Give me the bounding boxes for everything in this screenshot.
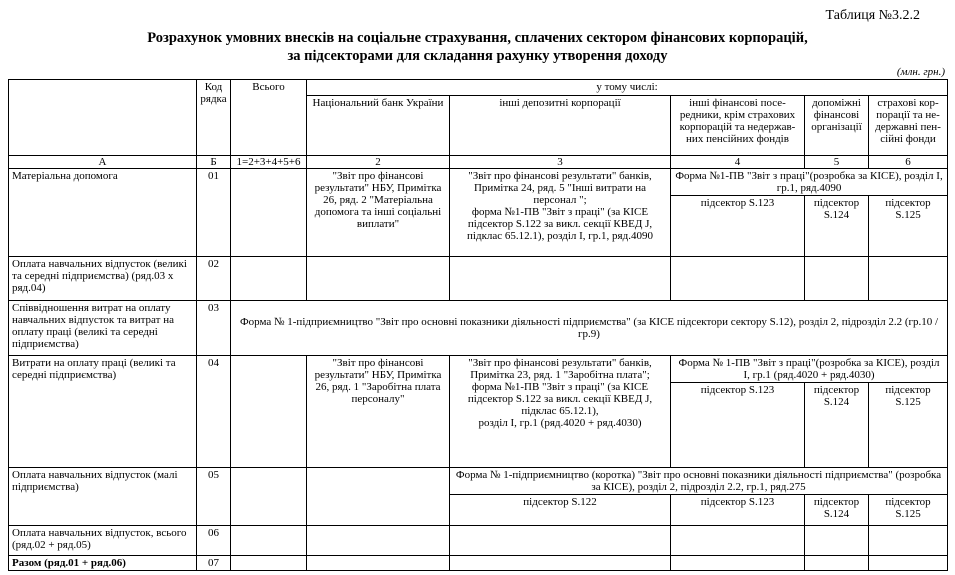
row04-col2: "Звіт про фінансові результати" НБУ, Примітка 26, ряд. 1 "Заробітна плата персоналу" bbox=[307, 356, 450, 468]
empty-cell bbox=[869, 556, 948, 571]
row-code: 04 bbox=[197, 356, 231, 468]
table-row-05 bbox=[9, 468, 948, 495]
header-col5: допоміжні фінансові організації bbox=[805, 96, 869, 156]
row01-form-456: Форма №1-ПВ "Звіт з праці"(розробка за КІСЕ), розділ І, гр.1, ряд.4090 bbox=[671, 169, 948, 196]
calculation-table bbox=[8, 79, 948, 571]
row-label: Витрати на оплату праці (великі та середні підприємства) bbox=[9, 356, 197, 468]
empty-cell bbox=[805, 257, 869, 301]
row05-s124: підсектор S.124 bbox=[805, 495, 869, 526]
empty-cell bbox=[671, 556, 805, 571]
empty-cell bbox=[450, 257, 671, 301]
row04-col3: "Звіт про фінансові результати" банків, Примітка 23, ряд. 1 "Заробітна плата"; форма №1-ПВ "Звіт з праці" (за КІСЕ підсектор S.122 за викл. секції КВЕД J, підклас 65.12.1), розділ І, гр.1 (ряд.4020 + ряд.4030) bbox=[450, 356, 671, 468]
row05-s122: підсектор S.122 bbox=[450, 495, 671, 526]
num-cell: 5 bbox=[805, 156, 869, 169]
row-label: Оплата навчальних відпусток, всього (ряд.02 + ряд.05) bbox=[9, 526, 197, 556]
row-label: Матеріальна допомога bbox=[9, 169, 197, 257]
row04-s124: підсектор S.124 bbox=[805, 383, 869, 468]
empty-cell bbox=[231, 526, 307, 556]
num-cell: 1=2+3+4+5+6 bbox=[231, 156, 307, 169]
row05-s123: підсектор S.123 bbox=[671, 495, 805, 526]
empty-cell bbox=[307, 556, 450, 571]
empty-cell bbox=[450, 556, 671, 571]
title-line-1: Розрахунок умовних внесків на соціальне страхування, сплачених сектором фінансових корпорацій, bbox=[147, 30, 808, 46]
numbering-row bbox=[9, 156, 948, 169]
row04-s123: підсектор S.123 bbox=[671, 383, 805, 468]
num-cell: Б bbox=[197, 156, 231, 169]
header-col4: інші фінансові посе-редники, крім страхових корпорацій та недержав-них пенсійних фондів bbox=[671, 96, 805, 156]
header-including: у тому числі: bbox=[307, 80, 948, 96]
header-code: Код рядка bbox=[197, 80, 231, 156]
row01-s125: підсектор S.125 bbox=[869, 196, 948, 257]
empty-cell bbox=[805, 526, 869, 556]
table-row-02 bbox=[9, 257, 948, 301]
table-row-04 bbox=[9, 356, 948, 383]
empty-cell bbox=[805, 556, 869, 571]
row-label: Оплата навчальних відпусток (малі підприємства) bbox=[9, 468, 197, 526]
table-row-07 bbox=[9, 556, 948, 571]
num-cell: 3 bbox=[450, 156, 671, 169]
row-code: 03 bbox=[197, 301, 231, 356]
header-row-top bbox=[9, 80, 948, 96]
row-code: 05 bbox=[197, 468, 231, 526]
header-col2: Національний банк України bbox=[307, 96, 450, 156]
row01-col3: "Звіт про фінансові результати" банків, Примітка 24, ряд. 5 "Інші витрати на персонал "; форма №1-ПВ "Звіт з праці" (за КІСЕ підсектор S.122 за викл. секції КВЕД J, підклас 65.12.1), розділ І, гр.1, ряд.4090 bbox=[450, 169, 671, 257]
row-code: 07 bbox=[197, 556, 231, 571]
row-code: 01 bbox=[197, 169, 231, 257]
row01-s123: підсектор S.123 bbox=[671, 196, 805, 257]
row-total-cell bbox=[231, 468, 307, 526]
row-total-cell bbox=[231, 356, 307, 468]
row04-form-456: Форма № 1-ПВ "Звіт з праці"(розробка за КІСЕ), розділ І, гр.1 (ряд.4020 + ряд.4030) bbox=[671, 356, 948, 383]
title-line-2: за підсекторами для складання рахунку утворення доходу bbox=[287, 48, 668, 64]
empty-cell bbox=[231, 257, 307, 301]
row-label: Оплата навчальних відпусток (великі та середні підприємства) (ряд.03 х ряд.04) bbox=[9, 257, 197, 301]
empty-cell bbox=[307, 526, 450, 556]
empty-cell bbox=[450, 526, 671, 556]
units-label: (млн. грн.) bbox=[896, 66, 945, 78]
row01-col2: "Звіт про фінансові результати" НБУ, Примітка 26, ряд. 2 "Матеріальна допомога та інші соціальні виплати" bbox=[307, 169, 450, 257]
empty-cell bbox=[671, 257, 805, 301]
empty-cell bbox=[671, 526, 805, 556]
empty-cell bbox=[307, 468, 450, 526]
num-cell: 2 bbox=[307, 156, 450, 169]
row-code: 02 bbox=[197, 257, 231, 301]
empty-cell bbox=[307, 257, 450, 301]
num-cell: 4 bbox=[671, 156, 805, 169]
empty-cell bbox=[231, 556, 307, 571]
header-total: Всього bbox=[231, 80, 307, 156]
row-label: Співвідношення витрат на оплату навчальних відпусток та витрат на оплату праці (великі та середні підприємства) bbox=[9, 301, 197, 356]
row05-form: Форма № 1-підприємництво (коротка) "Звіт про основні показники діяльності підприємства" (розробка за КІСЕ), розділ 2, підрозділ 2.2, гр.1, ряд.275 bbox=[450, 468, 948, 495]
header-col3: інші депозитні корпорації bbox=[450, 96, 671, 156]
table-number: Таблиця №3.2.2 bbox=[825, 8, 920, 23]
table-row-01 bbox=[9, 169, 948, 196]
header-blank bbox=[9, 80, 197, 156]
document-title bbox=[0, 29, 955, 65]
row-code: 06 bbox=[197, 526, 231, 556]
row05-s125: підсектор S.125 bbox=[869, 495, 948, 526]
empty-cell bbox=[869, 257, 948, 301]
row03-form: Форма № 1-підприємництво "Звіт про основні показники діяльності підприємства" (за КІСЕ підсектори сектору S.12), розділ 2, підрозділ 2.2 (гр.10 / гр.9) bbox=[231, 301, 948, 356]
table-row-06 bbox=[9, 526, 948, 556]
row-total-cell bbox=[231, 169, 307, 257]
empty-cell bbox=[869, 526, 948, 556]
row01-s124: підсектор S.124 bbox=[805, 196, 869, 257]
num-cell: 6 bbox=[869, 156, 948, 169]
header-col6: страхові кор-порації та не-державні пен-сійні фонди bbox=[869, 96, 948, 156]
num-cell: А bbox=[9, 156, 197, 169]
row-label: Разом (ряд.01 + ряд.06) bbox=[9, 556, 197, 571]
table-row-03 bbox=[9, 301, 948, 356]
row04-s125: підсектор S.125 bbox=[869, 383, 948, 468]
